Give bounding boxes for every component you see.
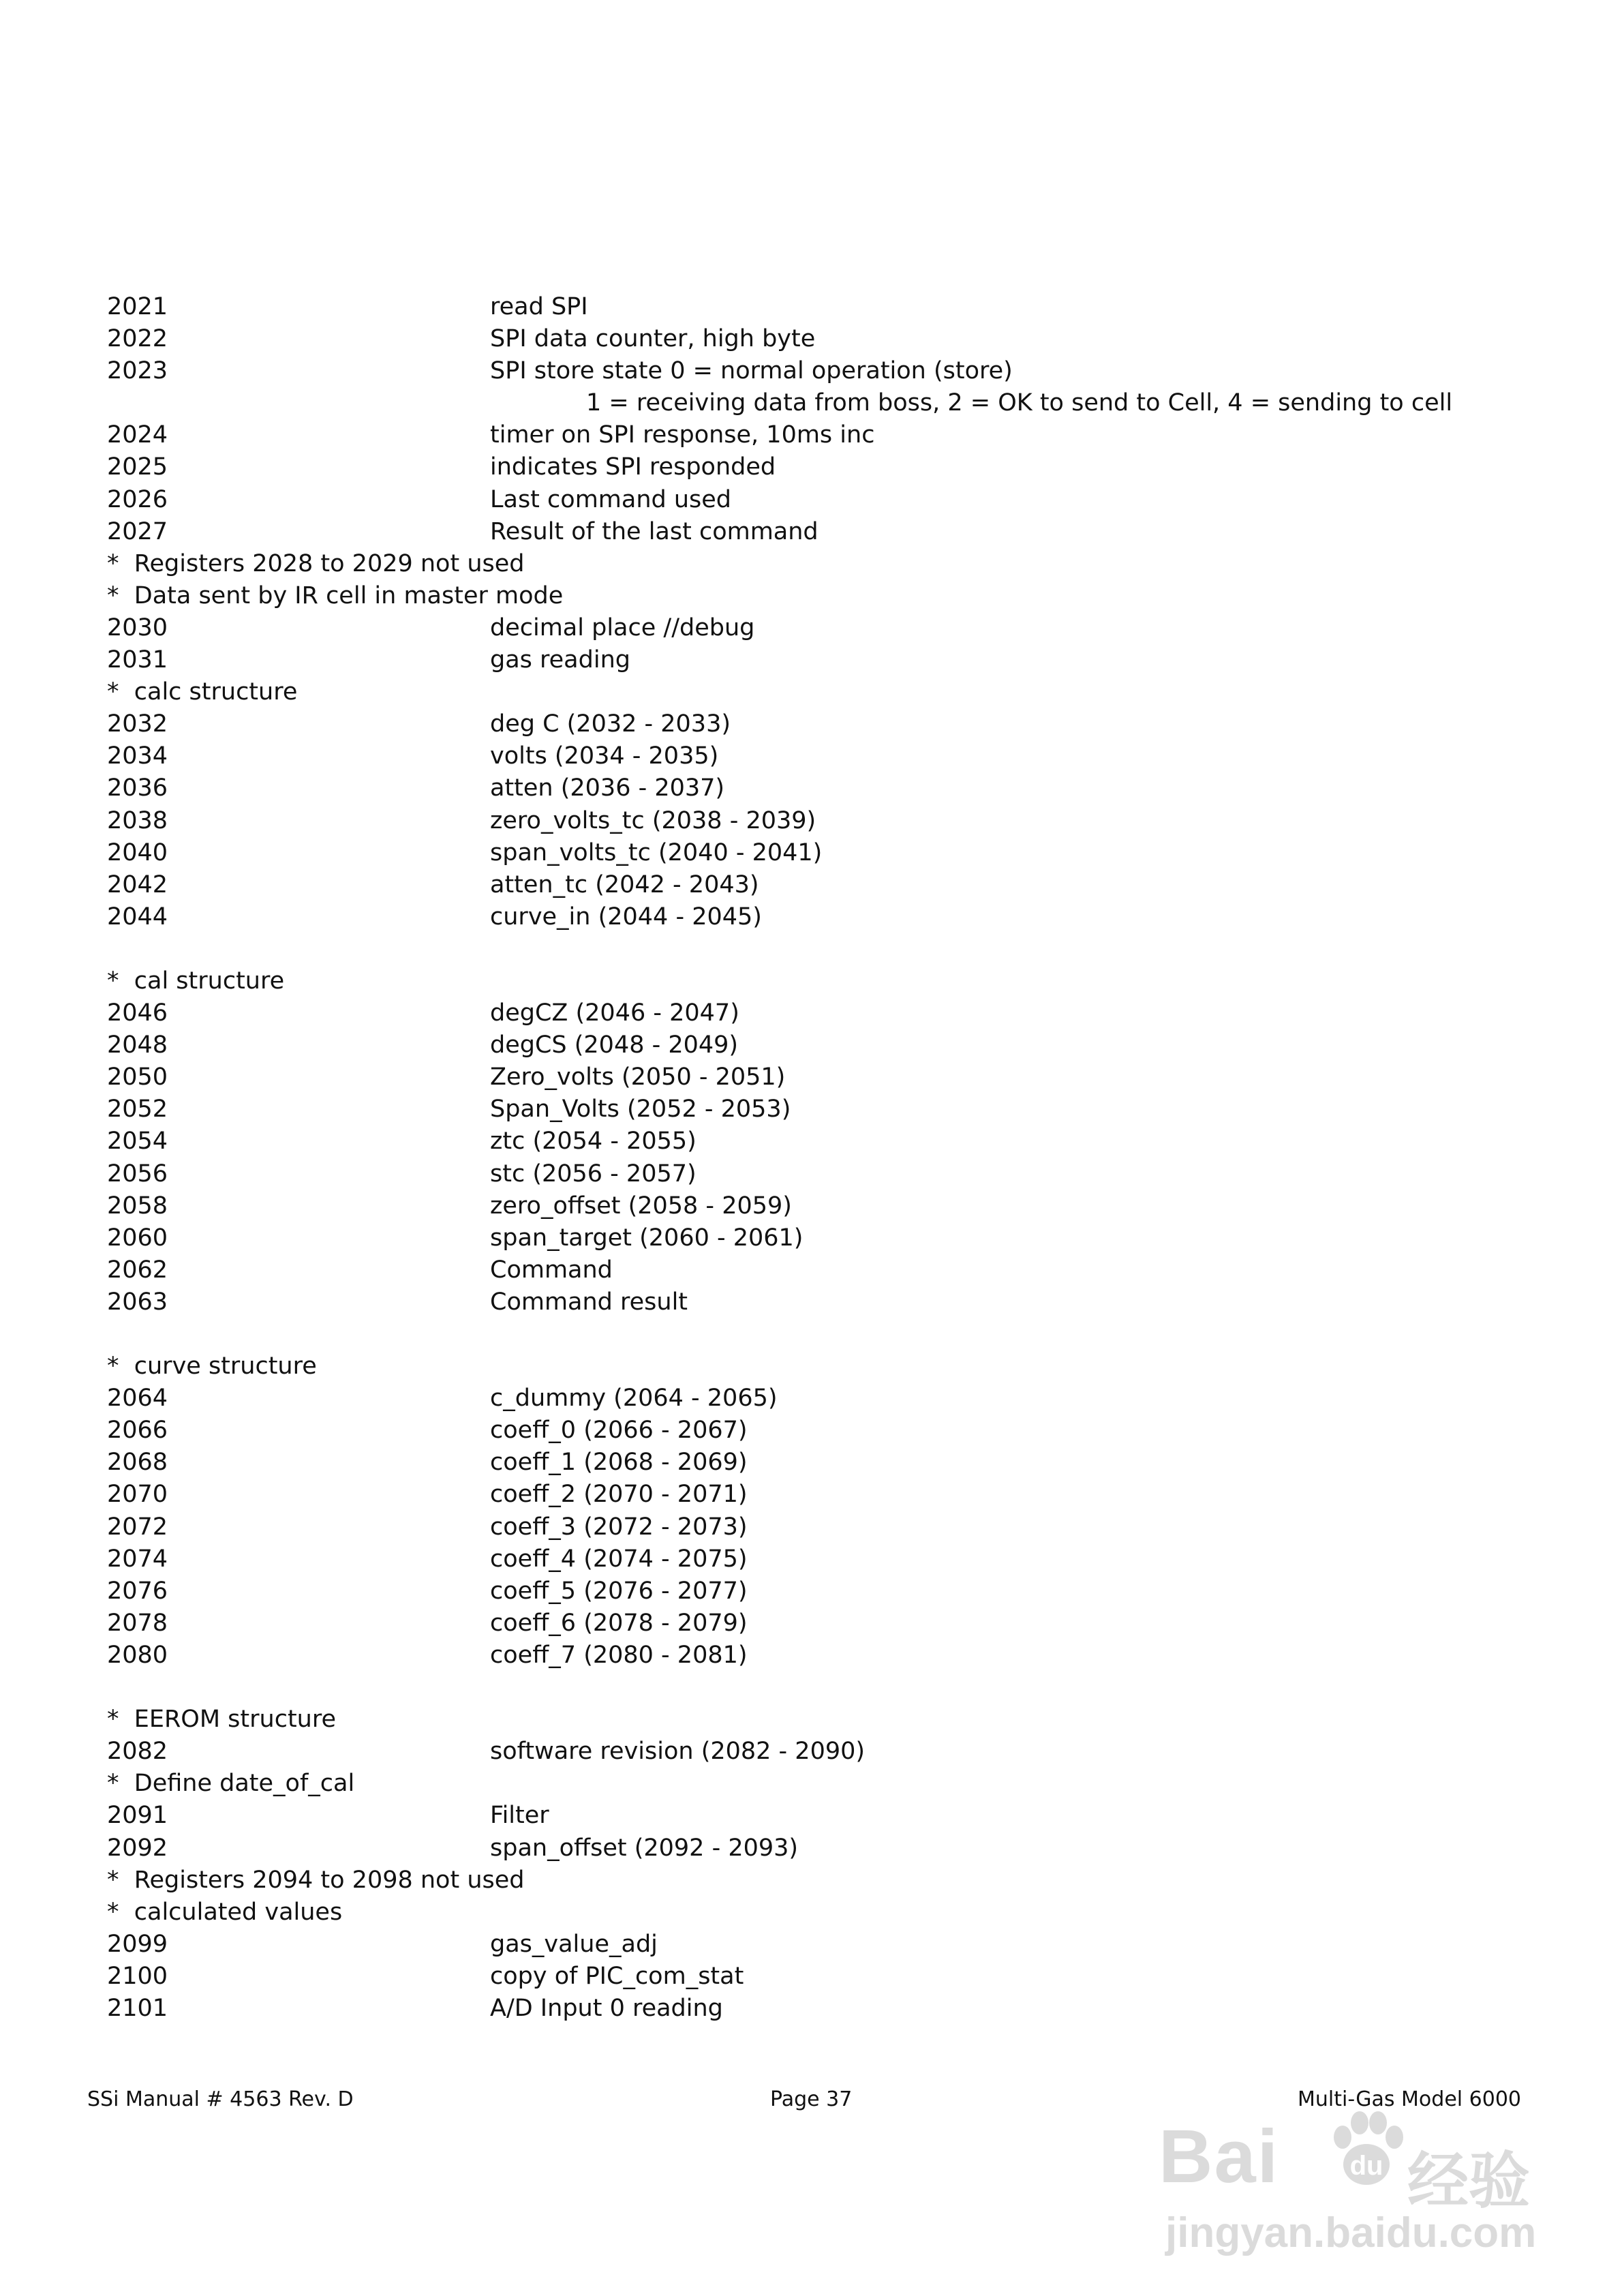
register-row [107, 1800, 1538, 1832]
register-number: 2076 [107, 1577, 168, 1605]
note-text: * Registers 2028 to 2029 not used [107, 549, 525, 577]
section-note [107, 676, 1538, 708]
note-text: * Data sent by IR cell in master mode [107, 581, 564, 609]
register-description: stc (2056 - 2057) [490, 1160, 697, 1188]
note-text: * Registers 2094 to 2098 not used [107, 1866, 525, 1894]
section-note [107, 1704, 1538, 1736]
register-number: 2066 [107, 1417, 168, 1445]
register-number: 2101 [107, 1994, 168, 2022]
register-number: 2042 [107, 871, 168, 898]
register-number: 2023 [107, 357, 168, 385]
register-number: 2054 [107, 1128, 168, 1155]
section-note [107, 1864, 1538, 1897]
register-row [107, 1126, 1538, 1158]
register-row [107, 1640, 1538, 1672]
register-number: 2038 [107, 806, 168, 834]
register-number: 2050 [107, 1063, 168, 1091]
note-text: * calc structure [107, 678, 298, 706]
register-description: span_target (2060 - 2061) [490, 1224, 804, 1252]
continuation-line [107, 387, 1538, 419]
register-description: SPI store state 0 = normal operation (store) [490, 357, 1013, 385]
register-description: span_volts_tc (2040 - 2041) [490, 839, 823, 866]
register-description: zero_volts_tc (2038 - 2039) [490, 806, 816, 834]
register-row [107, 1383, 1538, 1415]
blank-line [107, 1672, 1538, 1704]
register-row [107, 1029, 1538, 1061]
register-description: Result of the last command [490, 517, 818, 545]
section-note [107, 1897, 1538, 1929]
register-number: 2025 [107, 453, 168, 481]
section-note [107, 580, 1538, 612]
register-row [107, 644, 1538, 676]
watermark-chinese-text: 经验 [1407, 2145, 1530, 2217]
register-row [107, 708, 1538, 740]
register-number: 2046 [107, 999, 168, 1027]
footer-model-name: Multi-Gas Model 6000 [1297, 2087, 1521, 2111]
register-description: Command [490, 1256, 613, 1284]
register-number: 2062 [107, 1256, 168, 1284]
register-description: coeff_7 (2080 - 2081) [490, 1641, 748, 1669]
register-row [107, 1158, 1538, 1190]
register-row [107, 1607, 1538, 1640]
register-row [107, 1061, 1538, 1093]
register-description: deg C (2032 - 2033) [490, 710, 731, 738]
register-row [107, 1575, 1538, 1607]
register-number: 2074 [107, 1545, 168, 1573]
register-row [107, 1222, 1538, 1254]
register-description: Span_Volts (2052 - 2053) [490, 1096, 791, 1123]
register-description: degCS (2048 - 2049) [490, 1031, 739, 1059]
blank-line [107, 933, 1538, 965]
register-row [107, 1929, 1538, 1961]
register-description: coeff_5 (2076 - 2077) [490, 1577, 748, 1605]
section-note [107, 548, 1538, 580]
register-row [107, 1190, 1538, 1222]
register-description: zero_offset (2058 - 2059) [490, 1192, 792, 1220]
register-number: 2056 [107, 1160, 168, 1188]
register-row [107, 1415, 1538, 1447]
register-number: 2070 [107, 1481, 168, 1509]
register-number: 2058 [107, 1192, 168, 1220]
register-number: 2026 [107, 485, 168, 513]
register-row [107, 740, 1538, 772]
footer-page-number: Page 37 [770, 2087, 853, 2111]
register-number: 2021 [107, 293, 168, 320]
register-description: read SPI [490, 293, 588, 320]
register-row [107, 1286, 1538, 1318]
svg-text:du: du [1349, 2151, 1383, 2181]
register-row [107, 1511, 1538, 1543]
register-number: 2060 [107, 1224, 168, 1252]
register-description: atten (2036 - 2037) [490, 774, 725, 802]
register-row [107, 837, 1538, 869]
continuation-text: 1 = receiving data from boss, 2 = OK to send to Cell, 4 = sending to cell [586, 389, 1453, 417]
register-description: decimal place //debug [490, 614, 755, 641]
paw-logo-icon [1322, 2106, 1411, 2195]
register-number: 2030 [107, 614, 168, 641]
register-number: 2082 [107, 1738, 168, 1766]
register-row [107, 612, 1538, 644]
register-description: degCZ (2046 - 2047) [490, 999, 739, 1027]
register-number: 2034 [107, 742, 168, 770]
register-description: indicates SPI responded [490, 453, 776, 481]
register-description: ztc (2054 - 2055) [490, 1128, 697, 1155]
register-number: 2072 [107, 1513, 168, 1541]
note-text: * curve structure [107, 1353, 317, 1380]
register-row [107, 901, 1538, 933]
register-number: 2032 [107, 710, 168, 738]
register-number: 2024 [107, 421, 168, 449]
register-number: 2022 [107, 325, 168, 353]
register-row [107, 1447, 1538, 1479]
note-text: * calculated values [107, 1898, 343, 1926]
register-description: Filter [490, 1802, 549, 1830]
register-description: coeff_6 (2078 - 2079) [490, 1609, 748, 1637]
blank-line [107, 1318, 1538, 1350]
register-number: 2100 [107, 1962, 168, 1990]
register-description: volts (2034 - 2035) [490, 742, 719, 770]
register-row [107, 484, 1538, 516]
register-row [107, 772, 1538, 804]
register-row [107, 805, 1538, 837]
register-row [107, 323, 1538, 355]
register-row [107, 419, 1538, 451]
register-description: coeff_2 (2070 - 2071) [490, 1481, 748, 1509]
register-number: 2080 [107, 1641, 168, 1669]
register-description: coeff_3 (2072 - 2073) [490, 1513, 748, 1541]
register-number: 2036 [107, 774, 168, 802]
footer-manual-id: SSi Manual # 4563 Rev. D [87, 2087, 354, 2111]
register-row [107, 516, 1538, 548]
section-note [107, 1350, 1538, 1383]
register-row [107, 291, 1538, 323]
register-description: atten_tc (2042 - 2043) [490, 871, 759, 898]
register-number: 2048 [107, 1031, 168, 1059]
register-description: Zero_volts (2050 - 2051) [490, 1063, 786, 1091]
register-row [107, 1254, 1538, 1286]
register-number: 2078 [107, 1609, 168, 1637]
note-text: * cal structure [107, 967, 285, 995]
register-description: copy of PIC_com_stat [490, 1962, 744, 1990]
register-description: SPI data counter, high byte [490, 325, 816, 353]
register-number: 2040 [107, 839, 168, 866]
register-list [107, 291, 1538, 2025]
register-number: 2044 [107, 903, 168, 931]
register-description: A/D Input 0 reading [490, 1994, 723, 2022]
register-description: Last command used [490, 485, 732, 513]
section-note [107, 965, 1538, 997]
register-description: software revision (2082 - 2090) [490, 1738, 866, 1766]
baidu-watermark [1152, 2106, 1540, 2270]
register-number: 2031 [107, 646, 168, 674]
register-row [107, 1993, 1538, 2025]
register-number: 2052 [107, 1096, 168, 1123]
register-description: coeff_0 (2066 - 2067) [490, 1417, 748, 1445]
register-number: 2092 [107, 1834, 168, 1862]
note-text: * EEROM structure [107, 1706, 337, 1734]
register-row [107, 1543, 1538, 1575]
register-row [107, 1479, 1538, 1511]
watermark-brand: Bai [1159, 2115, 1280, 2199]
register-row [107, 1832, 1538, 1864]
register-number: 2063 [107, 1288, 168, 1316]
register-description: span_offset (2092 - 2093) [490, 1834, 799, 1862]
register-description: coeff_1 (2068 - 2069) [490, 1449, 748, 1477]
register-description: gas reading [490, 646, 630, 674]
register-row [107, 355, 1538, 387]
watermark-url: jingyan.baidu.com [1165, 2209, 1537, 2256]
register-row [107, 1961, 1538, 1993]
register-number: 2064 [107, 1385, 168, 1413]
register-row [107, 451, 1538, 483]
register-number: 2068 [107, 1449, 168, 1477]
note-text: * Define date_of_cal [107, 1770, 355, 1798]
section-note [107, 1768, 1538, 1800]
register-number: 2099 [107, 1930, 168, 1958]
register-number: 2091 [107, 1802, 168, 1830]
register-description: coeff_4 (2074 - 2075) [490, 1545, 748, 1573]
register-number: 2027 [107, 517, 168, 545]
register-description: curve_in (2044 - 2045) [490, 903, 762, 931]
register-description: timer on SPI response, 10ms inc [490, 421, 875, 449]
register-description: Command result [490, 1288, 688, 1316]
register-row [107, 1736, 1538, 1768]
register-description: gas_value_adj [490, 1930, 658, 1958]
register-row [107, 1093, 1538, 1126]
register-row [107, 869, 1538, 901]
register-row [107, 997, 1538, 1029]
register-description: c_dummy (2064 - 2065) [490, 1385, 778, 1413]
